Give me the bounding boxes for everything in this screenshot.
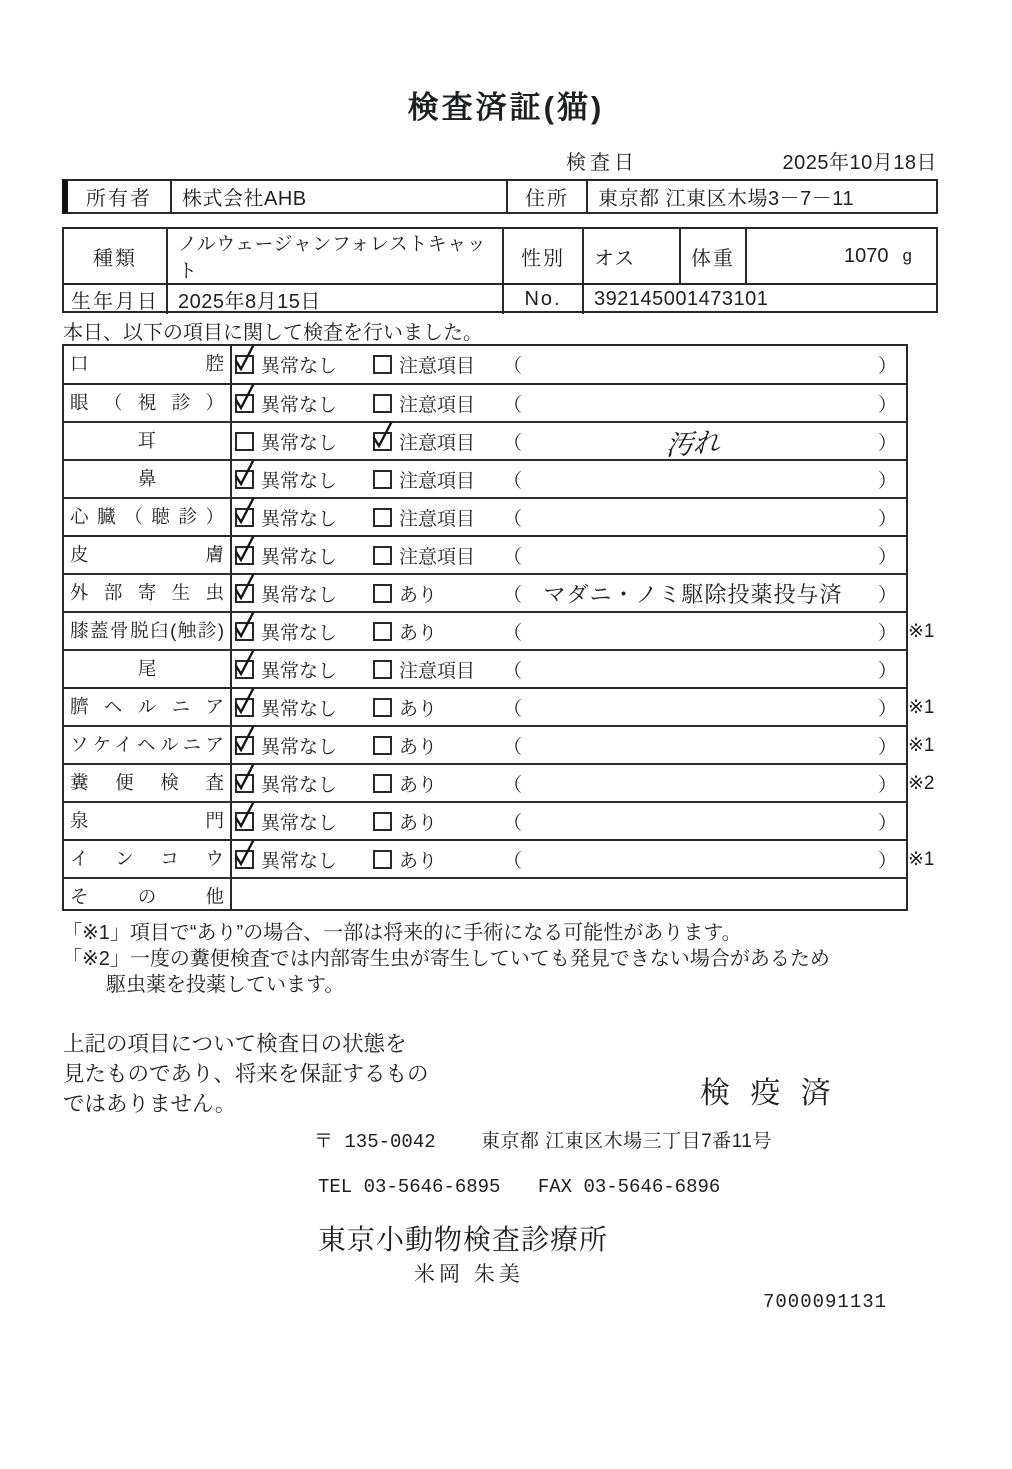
inspection-date-value: 2025年10月18日 <box>782 152 937 174</box>
option-label: あり <box>399 774 438 796</box>
disclaimer <box>63 1029 429 1119</box>
row-label: 鼻 <box>64 461 232 497</box>
close-paren: ） <box>878 622 898 644</box>
option-label: あり <box>399 698 438 720</box>
option-label: あり <box>399 584 438 606</box>
close-paren: ） <box>878 584 898 606</box>
breed-value: ノルウェージャンフォレストキャット <box>166 229 502 283</box>
row-ref-mark: ※1 <box>908 696 935 718</box>
checkbox-no-abnormality <box>235 508 254 527</box>
option-no-abnormality <box>235 651 337 687</box>
checkbox-attention <box>373 394 392 413</box>
checkbox-no-abnormality <box>235 394 254 413</box>
option-label: 異常なし <box>261 698 338 720</box>
option-label: 注意項目 <box>399 432 476 454</box>
no-label: No. <box>502 285 582 314</box>
checkbox-no-abnormality <box>235 546 254 565</box>
pet-row-2 <box>64 283 936 314</box>
row-label: 泉門 <box>64 803 232 839</box>
row-body <box>232 613 935 649</box>
no-value: 392145001473101 <box>582 285 936 314</box>
inspection-date-label: 検査日 <box>566 152 638 174</box>
checkbox-no-abnormality <box>235 660 254 679</box>
checkmark-icon <box>233 801 255 831</box>
option-label: 異常なし <box>261 546 338 568</box>
option-label: あり <box>399 736 438 758</box>
option-label: 異常なし <box>261 736 338 758</box>
option-attention <box>373 841 437 877</box>
row-label: ソケイヘルニア <box>64 727 232 763</box>
open-paren: （ <box>503 698 523 720</box>
row-body <box>232 537 906 573</box>
disclaimer-line3: ではありません。 <box>63 1092 237 1116</box>
option-no-abnormality <box>235 499 337 535</box>
serial-number: 7000091131 <box>763 1291 888 1313</box>
option-attention <box>373 423 475 459</box>
row-label: その他 <box>64 879 232 909</box>
row-body <box>232 461 906 497</box>
checkmark-icon <box>233 839 255 869</box>
footer-postal-line <box>314 1126 772 1153</box>
clinic-name: 東京小動物検査診療所 <box>318 1224 609 1255</box>
address-label: 住所 <box>506 181 586 212</box>
row-body <box>232 423 906 462</box>
row-body <box>232 385 906 421</box>
row-label: 耳 <box>64 423 232 459</box>
option-label: 異常なし <box>261 470 338 492</box>
checklist-row <box>64 421 906 462</box>
checkbox-attention <box>373 546 392 565</box>
open-paren: （ <box>503 470 523 492</box>
option-label: 異常なし <box>261 660 338 682</box>
open-paren: （ <box>503 394 523 416</box>
close-paren: ） <box>878 698 898 720</box>
close-paren: ） <box>878 432 898 454</box>
option-label: 注意項目 <box>399 660 476 682</box>
checkbox-attention <box>373 470 392 489</box>
row-body <box>232 346 906 383</box>
close-paren: ） <box>878 470 898 492</box>
checklist-row <box>64 649 906 687</box>
close-paren: ） <box>878 356 898 377</box>
row-ref-mark: ※2 <box>908 772 935 794</box>
weight-value <box>745 229 936 283</box>
row-label: 心臓（聴診） <box>64 499 232 535</box>
option-label: 注意項目 <box>399 508 476 530</box>
row-label: 眼（視診） <box>64 385 232 421</box>
row-body <box>232 879 906 909</box>
option-label: 異常なし <box>261 584 338 606</box>
checkbox-attention <box>373 622 392 641</box>
owner-value: 株式会社AHB <box>170 181 506 212</box>
checkbox-attention <box>373 812 392 831</box>
breed-label: 種類 <box>93 247 137 270</box>
page-title: 検査済証(猫) <box>407 90 605 125</box>
close-paren: ） <box>878 660 898 682</box>
footnote-1: 「※1」項目で“あり”の場合、一部は将来的に手術になる可能性があります。 <box>62 922 742 944</box>
open-paren: （ <box>503 546 523 568</box>
pet-table <box>62 227 938 313</box>
option-label: 異常なし <box>261 622 338 644</box>
option-label: あり <box>399 622 438 644</box>
open-paren: （ <box>503 432 523 454</box>
option-no-abnormality <box>235 727 337 763</box>
sex-value: オス <box>582 229 679 283</box>
close-paren: ） <box>878 508 898 530</box>
option-no-abnormality <box>235 613 337 649</box>
checklist-row <box>64 687 935 725</box>
option-attention <box>373 537 475 573</box>
close-paren: ） <box>878 812 898 834</box>
checkbox-attention <box>373 508 392 527</box>
option-no-abnormality <box>235 537 337 573</box>
checkmark-icon <box>233 611 255 641</box>
close-paren: ） <box>878 774 898 796</box>
option-no-abnormality <box>235 461 337 497</box>
option-attention <box>373 499 475 535</box>
checklist-row <box>64 497 906 535</box>
disclaimer-line2: 見たものであり、将来を保証するもの <box>63 1062 429 1086</box>
open-paren: （ <box>503 774 523 796</box>
checkbox-no-abnormality <box>235 622 254 641</box>
option-label: 異常なし <box>261 432 338 454</box>
fax-number: FAX 03-5646-6896 <box>537 1176 721 1198</box>
open-paren: （ <box>503 584 523 606</box>
checklist-intro: 本日、以下の項目に関して検査を行いました。 <box>63 322 483 344</box>
checkbox-attention <box>373 432 392 451</box>
row-body <box>232 499 906 535</box>
row-label: 口腔 <box>64 346 232 383</box>
option-no-abnormality <box>235 575 337 611</box>
pet-row-1 <box>64 229 936 283</box>
option-label: 注意項目 <box>399 470 476 492</box>
row-body <box>232 575 906 611</box>
option-attention <box>373 613 437 649</box>
tel-number: TEL 03-5646-6895 <box>318 1176 501 1198</box>
checkbox-attention <box>373 850 392 869</box>
row-ref-mark: ※1 <box>908 620 935 642</box>
option-no-abnormality <box>235 765 337 801</box>
close-paren: ） <box>878 546 898 568</box>
checkmark-icon <box>233 459 255 489</box>
checkbox-attention <box>373 698 392 717</box>
checkmark-icon <box>233 383 255 413</box>
option-attention <box>373 727 437 763</box>
checklist-row <box>64 346 906 383</box>
option-attention <box>373 575 437 611</box>
checkbox-no-abnormality <box>235 355 254 374</box>
birth-label: 生年月日 <box>71 291 159 313</box>
row-label: 尾 <box>64 651 232 687</box>
checklist-row <box>64 725 935 763</box>
open-paren: （ <box>503 508 523 530</box>
owner-table <box>62 179 938 214</box>
row-body <box>232 727 935 763</box>
option-no-abnormality <box>235 423 337 459</box>
row-label: インコウ <box>64 841 232 877</box>
weight-number: 1070 <box>844 244 889 267</box>
checklist-row <box>64 801 906 839</box>
checklist-row <box>64 535 906 573</box>
sex-label: 性別 <box>502 229 582 283</box>
checkbox-attention <box>373 774 392 793</box>
checkmark-icon <box>233 649 255 679</box>
weight-label: 体重 <box>679 229 745 283</box>
row-label: 臍ヘルニア <box>64 689 232 725</box>
option-no-abnormality <box>235 689 337 725</box>
option-label: 異常なし <box>261 394 338 416</box>
checkmark-icon <box>233 497 255 527</box>
checkmark-icon <box>233 573 255 603</box>
checkmark-icon <box>233 725 255 755</box>
row-body <box>232 651 906 687</box>
checkbox-no-abnormality <box>235 470 254 489</box>
option-attention <box>373 385 475 421</box>
checkbox-attention <box>373 584 392 603</box>
option-attention <box>373 765 437 801</box>
option-label: あり <box>399 850 438 872</box>
option-label: 注意項目 <box>399 394 476 416</box>
footer-telfax-line <box>318 1176 720 1198</box>
checklist-row <box>64 611 935 649</box>
option-attention <box>373 346 475 383</box>
row-body <box>232 803 906 839</box>
close-paren: ） <box>878 850 898 872</box>
checklist-row <box>64 573 906 611</box>
option-attention <box>373 803 437 839</box>
owner-label: 所有者 <box>86 188 152 210</box>
row-note: 汚れ <box>665 426 721 462</box>
row-ref-mark: ※1 <box>908 848 935 870</box>
checkmark-icon <box>233 687 255 717</box>
checkbox-no-abnormality <box>235 432 254 451</box>
checkbox-no-abnormality <box>235 584 254 603</box>
option-attention <box>373 689 437 725</box>
open-paren: （ <box>503 356 523 377</box>
footnote-2-line2: 駆虫薬を投薬しています。 <box>106 974 345 996</box>
row-label: 皮膚 <box>64 537 232 573</box>
option-label: 異常なし <box>261 356 338 377</box>
option-label: 異常なし <box>261 508 338 530</box>
open-paren: （ <box>503 622 523 644</box>
checkbox-attention <box>373 355 392 374</box>
open-paren: （ <box>503 812 523 834</box>
checkbox-no-abnormality <box>235 698 254 717</box>
row-body <box>232 841 935 877</box>
footnotes <box>62 920 942 998</box>
checkmark-icon <box>371 421 393 451</box>
checkbox-no-abnormality <box>235 774 254 793</box>
checklist-row <box>64 763 935 801</box>
row-ref-mark: ※1 <box>908 734 935 756</box>
option-no-abnormality <box>235 803 337 839</box>
row-body <box>232 689 935 725</box>
disclaimer-line1: 上記の項目について検査日の状態を <box>63 1032 407 1056</box>
option-no-abnormality <box>235 841 337 877</box>
checkmark-icon <box>233 344 255 374</box>
open-paren: （ <box>503 660 523 682</box>
checklist-row <box>64 839 935 877</box>
row-body <box>232 765 935 801</box>
checkbox-no-abnormality <box>235 736 254 755</box>
address-value: 東京都 江東区木場3－7－11 <box>586 181 936 212</box>
open-paren: （ <box>503 850 523 872</box>
option-label: 注意項目 <box>399 356 476 377</box>
postal-code: 〒 135-0042 <box>314 1131 436 1153</box>
checkmark-icon <box>233 763 255 793</box>
option-label: 注意項目 <box>399 546 476 568</box>
option-no-abnormality <box>235 346 337 383</box>
row-label: 外部寄生虫 <box>64 575 232 611</box>
birth-value: 2025年8月15日 <box>166 285 502 314</box>
veterinarian-name: 米岡 朱美 <box>414 1263 524 1286</box>
checklist-row <box>64 459 906 497</box>
option-label: 異常なし <box>261 850 338 872</box>
clinic-address: 東京都 江東区木場三丁目7番11号 <box>480 1131 772 1152</box>
checklist-row <box>64 877 906 909</box>
weight-unit: g <box>902 246 912 265</box>
option-label: 異常なし <box>261 812 338 834</box>
open-paren: （ <box>503 736 523 758</box>
close-paren: ） <box>878 394 898 416</box>
option-no-abnormality <box>235 385 337 421</box>
row-note: マダニ・ノミ駆除投薬投与済 <box>543 581 843 607</box>
option-attention <box>373 461 475 497</box>
checklist-table <box>62 344 935 911</box>
checkbox-attention <box>373 736 392 755</box>
checkbox-attention <box>373 660 392 679</box>
checkbox-no-abnormality <box>235 850 254 869</box>
close-paren: ） <box>878 736 898 758</box>
option-attention <box>373 651 475 687</box>
row-label: 糞便検査 <box>64 765 232 801</box>
option-label: 異常なし <box>261 774 338 796</box>
checkbox-no-abnormality <box>235 812 254 831</box>
option-label: あり <box>399 812 438 834</box>
checklist-row <box>64 383 906 421</box>
footnote-2-line1: 「※2」一度の糞便検査では内部寄生虫が寄生していても発見できない場合があるため <box>62 948 830 970</box>
quarantine-stamp: 検 疫 済 <box>700 1077 837 1110</box>
checkmark-icon <box>233 535 255 565</box>
row-label: 膝蓋骨脱臼(触診) <box>64 613 232 649</box>
